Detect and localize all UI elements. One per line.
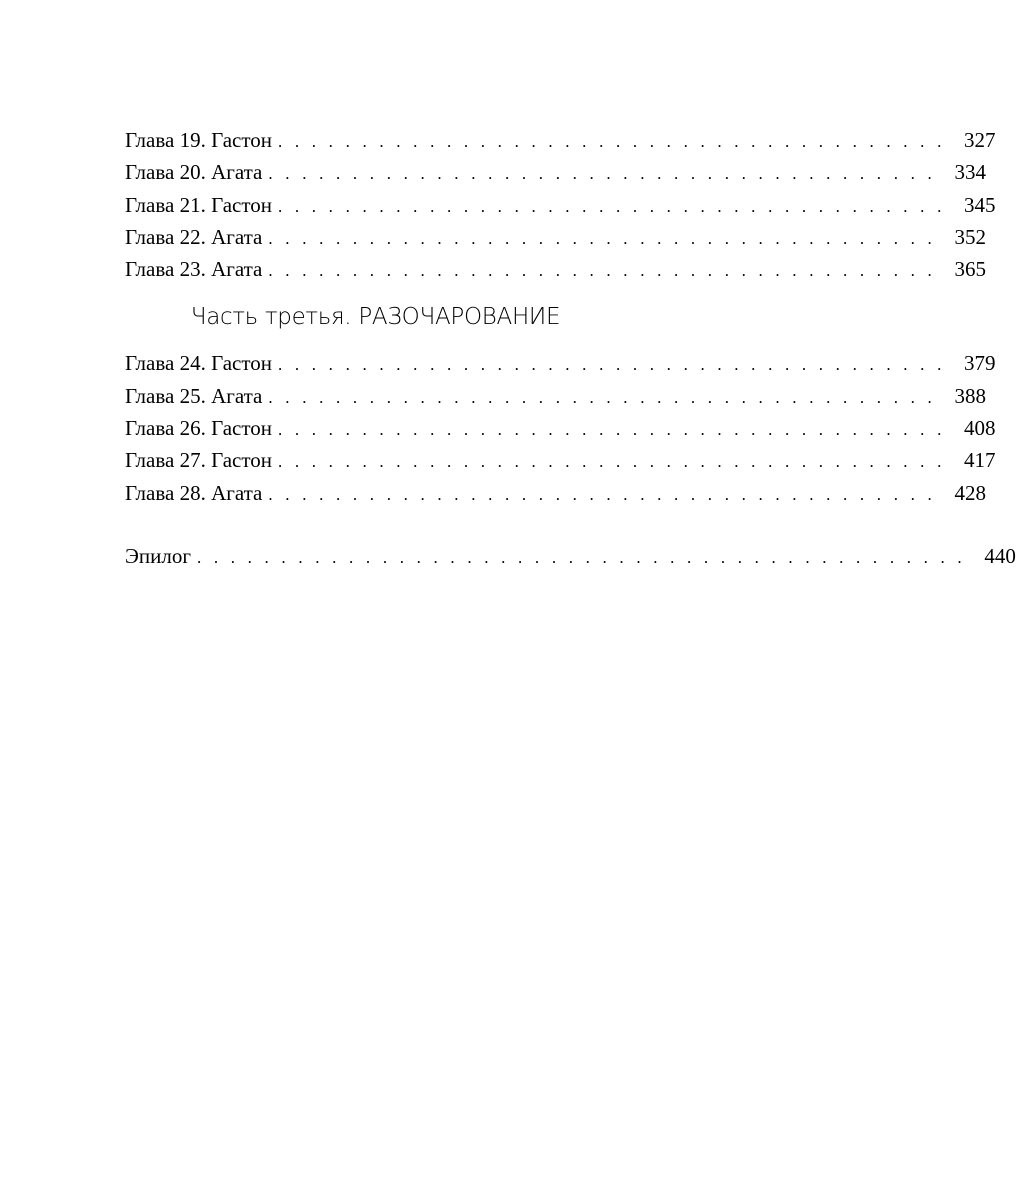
toc-entry-page: 365 bbox=[954, 257, 986, 282]
toc-entry-page: 327 bbox=[964, 128, 996, 152]
toc-entry bbox=[125, 380, 986, 412]
toc-entry bbox=[125, 253, 986, 285]
toc-epilogue-group bbox=[125, 540, 1016, 572]
toc-entry-epilogue bbox=[125, 540, 1016, 572]
toc-leader-dots: . . . . . . . . . . . . . . . . . . . . . . . . . . . . . . . . . . . . . . . . bbox=[268, 228, 936, 248]
toc-entry-title: Глава 24. Гастон bbox=[125, 351, 272, 376]
toc-entry-page: 345 bbox=[964, 192, 996, 217]
toc-group-2 bbox=[125, 347, 996, 508]
toc-entry bbox=[125, 444, 996, 476]
toc-entry bbox=[125, 189, 996, 221]
toc-entry-page: 388 bbox=[954, 383, 986, 408]
toc-leader-dots: . . . . . . . . . . . . . . . . . . . . . . . . . . . . . . . . . . . . . . . . bbox=[268, 484, 936, 504]
toc-leader-dots: . . . . . . . . . . . . . . . . . . . . . . . . . . . . . . . . . . . . . . . . bbox=[277, 355, 946, 375]
toc-entry bbox=[125, 221, 986, 253]
toc-entry-page: 428 bbox=[954, 480, 986, 505]
toc-entry-page: 440 bbox=[984, 543, 1016, 568]
toc-leader-dots: . . . . . . . . . . . . . . . . . . . . . . . . . . . . . . . . . . . . . . . . bbox=[268, 261, 936, 281]
toc-group-1 bbox=[125, 124, 996, 285]
toc-entry-page: 352 bbox=[954, 224, 986, 249]
toc-leader-dots: . . . . . . . . . . . . . . . . . . . . . . . . . . . . . . . . . . . . . . . . bbox=[277, 196, 946, 216]
toc-entry bbox=[125, 156, 986, 188]
toc-entry-title: Глава 27. Гастон bbox=[125, 448, 272, 473]
toc-entry-title: Глава 25. Агата bbox=[125, 383, 263, 408]
toc-entry bbox=[125, 477, 986, 509]
toc-leader-dots: . . . . . . . . . . . . . . . . . . . . . . . . . . . . . . . . . . . . . . . . bbox=[277, 452, 946, 472]
toc-entry-page: 334 bbox=[954, 160, 986, 185]
toc-leader-dots: . . . . . . . . . . . . . . . . . . . . . . . . . . . . . . . . . . . . . . . . bbox=[268, 387, 936, 407]
toc-leader-dots: . . . . . . . . . . . . . . . . . . . . . . . . . . . . . . . . . . . . . . . . bbox=[268, 164, 936, 184]
toc-entry-title: Глава 22. Агата bbox=[125, 224, 263, 249]
toc-leader-dots: . . . . . . . . . . . . . . . . . . . . . . . . . . . . . . . . . . . . . . . . bbox=[277, 420, 946, 440]
toc-entry-title: Глава 26. Гастон bbox=[125, 416, 272, 441]
part-heading: Часть третья. РАЗОЧАРОВАНИЕ bbox=[190, 304, 561, 331]
toc-entry bbox=[125, 412, 996, 444]
toc-entry bbox=[125, 124, 996, 156]
toc-entry-title: Глава 21. Гастон bbox=[125, 192, 272, 217]
toc-entry-page: 408 bbox=[964, 416, 996, 441]
toc-leader-dots: . . . . . . . . . . . . . . . . . . . . . . . . . . . . . . . . . . . . . . . . bbox=[277, 132, 946, 151]
toc-leader-dots: . . . . . . . . . . . . . . . . . . . . . . . . . . . . . . . . . . . . . . . . . . . . . . bbox=[196, 547, 966, 567]
toc-entry-title: Эпилог bbox=[125, 543, 191, 568]
toc-entry-title: Глава 28. Агата bbox=[125, 480, 263, 505]
table-of-contents bbox=[125, 124, 1016, 572]
section-spacer bbox=[125, 509, 626, 540]
toc-entry bbox=[125, 347, 996, 379]
toc-entry-page: 379 bbox=[964, 351, 996, 376]
toc-entry-title: Глава 19. Гастон bbox=[125, 128, 272, 152]
toc-entry-title: Глава 23. Агата bbox=[125, 257, 263, 282]
toc-entry-title: Глава 20. Агата bbox=[125, 160, 263, 185]
toc-entry-page: 417 bbox=[964, 448, 996, 473]
